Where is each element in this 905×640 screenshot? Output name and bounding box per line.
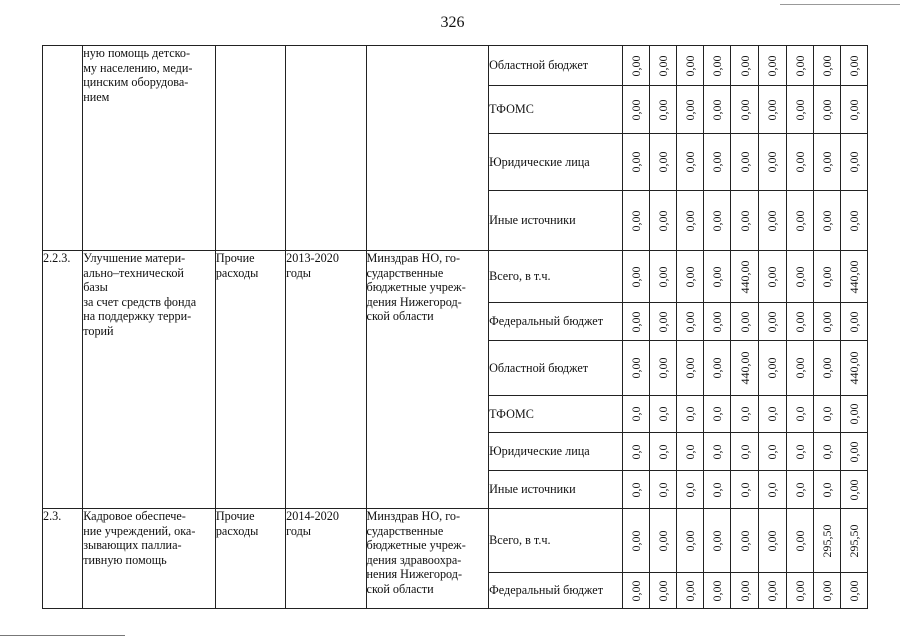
value-cell: 0,00: [813, 303, 840, 341]
value-cell: 0,0: [677, 396, 704, 433]
value-cell: 0,00: [840, 433, 867, 471]
period-cell: [286, 46, 366, 251]
value-cell: 0,00: [731, 191, 759, 251]
value-cell: 0,0: [649, 433, 676, 471]
value-cell: 0,00: [704, 251, 731, 303]
funding-source: Федеральный бюджет: [489, 303, 623, 341]
value-cell: 0,00: [731, 86, 759, 134]
funding-source: Иные источники: [489, 471, 623, 509]
scan-edge-line: [780, 4, 900, 5]
value-cell: 0,00: [786, 86, 813, 134]
value-cell: 0,00: [731, 134, 759, 191]
value-cell: 0,0: [649, 396, 676, 433]
value-cell: 0,00: [704, 86, 731, 134]
value-cell: 0,00: [813, 251, 840, 303]
value-cell: 0,00: [677, 303, 704, 341]
value-cell: 0,00: [813, 573, 840, 609]
value-cell: 0,00: [786, 134, 813, 191]
value-cell: 0,00: [813, 46, 840, 86]
funding-source: Всего, в т.ч.: [489, 251, 623, 303]
value-cell: 0,00: [786, 341, 813, 396]
value-cell: 0,00: [622, 573, 649, 609]
value-cell: 0,00: [759, 251, 786, 303]
value-cell: 0,00: [622, 46, 649, 86]
value-cell: 295,50: [813, 509, 840, 573]
value-cell: 0,00: [759, 86, 786, 134]
value-cell: 0,00: [840, 573, 867, 609]
value-cell: 0,00: [786, 573, 813, 609]
item-number: 2.2.3.: [43, 251, 83, 509]
value-cell: 0,00: [840, 134, 867, 191]
value-cell: 0,00: [786, 191, 813, 251]
value-cell: 0,00: [677, 573, 704, 609]
value-cell: 0,00: [840, 46, 867, 86]
funding-source: Федеральный бюджет: [489, 573, 623, 609]
value-cell: 0,00: [677, 341, 704, 396]
value-cell: 0,0: [622, 396, 649, 433]
value-cell: 0,00: [704, 303, 731, 341]
value-cell: 0,0: [649, 471, 676, 509]
value-cell: 0,0: [813, 433, 840, 471]
value-cell: 0,0: [786, 433, 813, 471]
value-cell: 0,00: [704, 573, 731, 609]
table-row: [43, 251, 868, 303]
value-cell: 0,00: [677, 86, 704, 134]
funding-source: ТФОМС: [489, 86, 623, 134]
value-cell: 0,00: [731, 46, 759, 86]
value-cell: 0,00: [759, 573, 786, 609]
funding-source: Юридические лица: [489, 134, 623, 191]
value-cell: 0,00: [813, 86, 840, 134]
value-cell: 0,00: [622, 303, 649, 341]
value-cell: 0,00: [731, 573, 759, 609]
value-cell: 0,0: [731, 433, 759, 471]
funding-source: Областной бюджет: [489, 341, 623, 396]
budget-table: [42, 45, 868, 609]
value-cell: 0,0: [677, 433, 704, 471]
funding-source: Областной бюджет: [489, 46, 623, 86]
value-cell: 0,00: [840, 471, 867, 509]
value-cell: 0,00: [786, 251, 813, 303]
value-cell: 440,00: [840, 341, 867, 396]
value-cell: 0,00: [622, 251, 649, 303]
value-cell: 0,00: [649, 303, 676, 341]
value-cell: 0,00: [813, 191, 840, 251]
funding-source: Всего, в т.ч.: [489, 509, 623, 573]
value-cell: 0,00: [677, 251, 704, 303]
value-cell: 0,00: [677, 509, 704, 573]
expense-type: Прочие расходы: [215, 251, 285, 509]
value-cell: 0,00: [840, 191, 867, 251]
value-cell: 0,00: [649, 46, 676, 86]
executor: Минздрав НО, го- сударственные бюджетные учреж- дения здравоохра- нения Нижегород- ской области: [366, 509, 489, 609]
value-cell: 440,00: [840, 251, 867, 303]
value-cell: 0,00: [622, 341, 649, 396]
value-cell: 0,00: [704, 191, 731, 251]
executor-cell: [366, 46, 489, 251]
expense-type-cell: [215, 46, 285, 251]
item-number: 2.3.: [43, 509, 83, 609]
value-cell: 0,0: [622, 471, 649, 509]
value-cell: 0,00: [813, 341, 840, 396]
value-cell: 0,00: [622, 86, 649, 134]
value-cell: 440,00: [731, 341, 759, 396]
value-cell: 0,00: [759, 134, 786, 191]
value-cell: 0,00: [786, 303, 813, 341]
expense-type: Прочие расходы: [215, 509, 285, 609]
value-cell: 0,00: [677, 134, 704, 191]
value-cell: 0,0: [731, 396, 759, 433]
executor: Минздрав НО, го- сударственные бюджетные учреж- дения Нижегород- ской области: [366, 251, 489, 509]
value-cell: 0,00: [731, 509, 759, 573]
value-cell: 0,00: [759, 303, 786, 341]
value-cell: 0,00: [704, 341, 731, 396]
value-cell: 0,00: [840, 86, 867, 134]
value-cell: 0,00: [840, 396, 867, 433]
funding-source: ТФОМС: [489, 396, 623, 433]
table-row: [43, 509, 868, 573]
value-cell: 0,0: [704, 396, 731, 433]
value-cell: 0,0: [759, 471, 786, 509]
period: 2014-2020 годы: [286, 509, 366, 609]
value-cell: 0,00: [759, 509, 786, 573]
value-cell: 0,00: [677, 46, 704, 86]
value-cell: 0,00: [677, 191, 704, 251]
value-cell: 0,0: [704, 471, 731, 509]
period: 2013-2020 годы: [286, 251, 366, 509]
value-cell: 0,00: [649, 134, 676, 191]
value-cell: 0,00: [649, 509, 676, 573]
value-cell: 0,00: [759, 341, 786, 396]
value-cell: 0,00: [704, 509, 731, 573]
item-name: Кадровое обеспече- ние учреждений, ока- зывающих паллиа- тивную помощь: [83, 509, 216, 609]
value-cell: 0,00: [649, 191, 676, 251]
value-cell: 0,0: [759, 396, 786, 433]
value-cell: 0,00: [786, 46, 813, 86]
value-cell: 0,00: [622, 509, 649, 573]
value-cell: 0,00: [840, 303, 867, 341]
value-cell: 0,0: [677, 471, 704, 509]
value-cell: 0,00: [731, 303, 759, 341]
value-cell: 0,0: [786, 396, 813, 433]
table-row: [43, 46, 868, 86]
value-cell: 0,00: [704, 134, 731, 191]
value-cell: 0,0: [813, 396, 840, 433]
value-cell: 0,0: [786, 471, 813, 509]
scan-edge-line: [0, 635, 125, 636]
funding-source: Юридические лица: [489, 433, 623, 471]
value-cell: 0,0: [622, 433, 649, 471]
value-cell: 0,00: [649, 251, 676, 303]
value-cell: 0,0: [759, 433, 786, 471]
value-cell: 0,00: [649, 573, 676, 609]
value-cell: 0,0: [813, 471, 840, 509]
value-cell: 0,0: [731, 471, 759, 509]
value-cell: 0,00: [704, 46, 731, 86]
value-cell: 0,00: [759, 46, 786, 86]
value-cell: 0,00: [759, 191, 786, 251]
value-cell: 440,00: [731, 251, 759, 303]
value-cell: 0,00: [622, 134, 649, 191]
value-cell: 0,00: [813, 134, 840, 191]
item-name: Улучшение матери- ально–технической базы за счет средств фонда на поддержку терри- торий: [83, 251, 216, 509]
value-cell: 0,00: [786, 509, 813, 573]
item-name: ную помощь детско- му населению, меди- цинским оборудова- нием: [83, 46, 216, 251]
funding-source: Иные источники: [489, 191, 623, 251]
item-number-cell: [43, 46, 83, 251]
value-cell: 0,00: [622, 191, 649, 251]
value-cell: 0,00: [649, 341, 676, 396]
page-number: 326: [440, 14, 465, 31]
value-cell: 0,00: [649, 86, 676, 134]
value-cell: 295,50: [840, 509, 867, 573]
value-cell: 0,0: [704, 433, 731, 471]
